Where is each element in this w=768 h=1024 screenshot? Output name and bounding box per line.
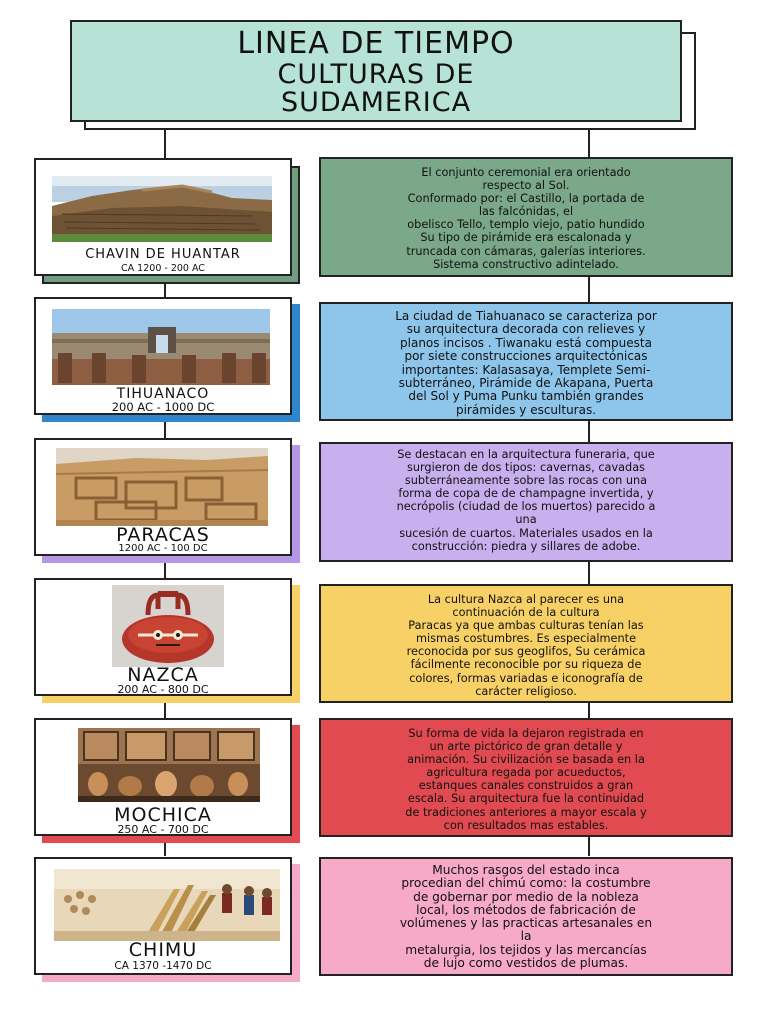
description-line: procedian del chimú como: la costumbre [401,876,651,891]
description-line: su arquitectura decorada con relieves y [406,322,646,337]
description-line: Se destacan en la arquitectura funeraria, que [397,448,655,461]
description-line: una [515,513,537,527]
culture-date: 250 AC - 700 DC [117,823,209,836]
description-line: La ciudad de Tiahuanaco se caracteriza por [395,309,657,323]
description-line: pirámides y esculturas. [455,402,597,417]
description-line: metalurgia, los tejidos y las mercancías [405,942,647,957]
culture-name: PARACAS [116,524,210,546]
culture-card-tihuanaco [34,297,292,415]
culture-description-paracas [319,442,733,562]
description-line: local, los métodos de fabricación de [416,902,636,917]
description-line: de lujo como vestidos de plumas. [423,956,629,971]
description-line: El conjunto ceremonial era orientado [421,166,631,179]
description-line: Paracas ya que ambas culturas tenían las [408,619,644,633]
description-line: escala. Su arquitectura fue la continuidad [407,792,645,806]
description-line: importantes: Kalasasaya, Templete Semi- [401,362,651,377]
description-line: surgieron de dos tipos: cavernas, cavadas [406,461,646,475]
culture-date: 200 AC - 800 DC [117,683,209,696]
description-line: truncada con cámaras, galerías interiores. [406,244,646,258]
culture-card-paracas [34,438,292,556]
culture-description-mochica [319,718,733,837]
description-line: por siete construcciones arquitectónicas [404,349,648,364]
culture-name: CHAVIN DE HUANTAR [85,247,241,262]
description-line: subterráneo, Pirámide de Akapana, Puerta [398,376,654,391]
description-line: colores, formas variadas e iconografía de [409,671,643,685]
culture-description-tihuanaco [319,302,733,421]
ceramic-vessel-image [112,585,224,667]
description-line: sucesión de cuartos. Materiales usados en la [399,526,653,540]
description-line: forma de copa de de champagne invertida, y [398,487,654,501]
culture-card-chimu [34,857,292,975]
title-line-1: LINEA DE TIEMPO [237,26,515,61]
culture-description-nazca [319,584,733,703]
description-line: necrópolis (ciudad de los muertos) parecido a [396,500,656,514]
description-line: de tradiciones anteriores a mayor escala y [405,805,647,819]
description-line: la [520,929,532,944]
culture-card-mochica [34,718,292,836]
culture-name: NAZCA [127,664,199,686]
description-line: un arte pictórico de gran detalle y [429,740,623,754]
page-title [70,20,682,122]
pottery-collection-image [78,728,260,802]
description-line: con resultados mas estables. [443,818,609,832]
description-line: Conformado por: el Castillo, la portada de [407,192,645,206]
description-line: de gobernar por medio de la nobleza [413,889,639,904]
description-line: carácter religioso. [475,684,577,698]
culture-date: CA 1200 - 200 AC [121,263,205,274]
description-line: volúmenes y las practicas artesanales en [399,916,653,931]
description-line: Muchos rasgos del estado inca [432,863,620,877]
culture-date: 200 AC - 1000 DC [111,400,215,414]
culture-description-chimu [319,857,733,976]
description-line: obelisco Tello, templo viejo, patio hundido [407,218,645,232]
culture-card-nazca [34,578,292,696]
culture-name: CHIMU [128,939,198,961]
description-line: estanques canales construidos a gran [418,779,634,793]
title-line-2: CULTURAS DE [277,59,475,90]
title-line-3: SUDAMERICA [280,87,472,118]
stone-ruins-landscape-image [52,176,272,242]
description-line: del Sol y Puma Punku también grandes [408,389,644,404]
description-line: reconocida por sus geoglifos, Su cerámica [406,645,646,659]
description-line: Su tipo de pirámide era escalonada y [420,231,632,245]
description-line: continuación de la cultura [452,606,600,620]
description-line: agricultura regada por acueductos, [426,766,626,780]
description-line: animación. Su civilización se basada en la [407,753,645,767]
description-line: construcción: piedra y sillares de adobe. [411,539,641,553]
description-line: mismas costumbres. Es especialmente [415,632,637,646]
description-line: las falcónidas, el [478,205,574,219]
culture-date: CA 1370 -1470 DC [114,960,212,972]
description-line: respecto al Sol. [482,179,570,193]
description-line: subterráneamente sobre las rocas con una [404,474,648,488]
description-line: planos incisos . Tiwanaku está compuesta [400,335,652,350]
description-line: Su forma de vida la dejaron registrada en [408,727,644,740]
stone-gateway-image [52,309,270,385]
description-line: Sistema constructivo adintelado. [433,257,619,271]
desert-ruins-image [56,448,268,526]
reed-boats-dancers-image [54,869,280,941]
culture-date: 1200 AC - 100 DC [118,543,208,554]
culture-name: TIHUANACO [116,386,210,402]
description-line: fácilmente reconocible por su riqueza de [410,658,642,672]
culture-description-chavin [319,157,733,277]
culture-card-chavin [34,158,292,276]
culture-name: MOCHICA [114,804,212,826]
description-line: La cultura Nazca al parecer es una [427,593,625,606]
